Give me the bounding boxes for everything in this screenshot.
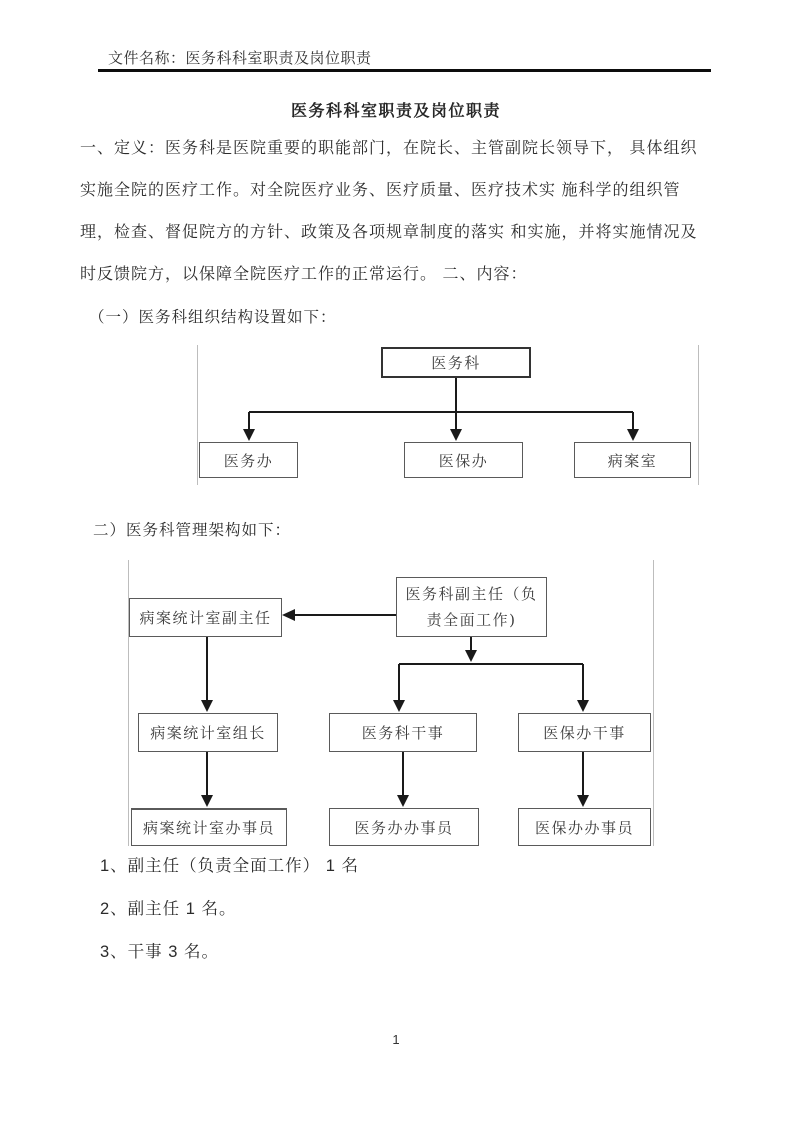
- list-item-ganshi: 3、干事 3 名。: [100, 943, 220, 961]
- down-arrow-icon: [397, 795, 409, 807]
- org2-bottom-box-yibaoban-clerk: 医保办办事员: [518, 808, 651, 846]
- down-arrow-icon: [450, 429, 462, 441]
- org1-root-box: 医务科: [381, 347, 531, 378]
- header-rule: [98, 69, 711, 72]
- org1-child-box-yibaoban: 医保办: [404, 442, 523, 478]
- org1-child-box-binganshi: 病案室: [574, 442, 691, 478]
- paragraph-line: 理，检查、督促院方的方针、政策及各项规章制度的落实 和实施，并将实施情况及: [80, 224, 698, 241]
- org2-mid-box-group-leader: 病案统计室组长: [138, 713, 278, 752]
- org1-child-box-yiwuban: 医务办: [199, 442, 298, 478]
- org-chart-structure: [197, 345, 699, 485]
- page-number: 1: [392, 1032, 400, 1047]
- down-arrow-icon: [393, 700, 405, 712]
- staffing-list: [100, 845, 600, 974]
- definition-paragraph: [80, 128, 728, 296]
- list-item-deputy: 2、副主任 1 名。: [100, 900, 237, 918]
- org2-bottom-box-bingan-clerk: 病案统计室办事员: [131, 808, 287, 846]
- org2-bottom-box-yiwuban-clerk: 医务办办事员: [329, 808, 479, 846]
- org2-top-box-line2: 责全面工作): [426, 611, 517, 629]
- down-arrow-icon: [201, 700, 213, 712]
- list-item-deputy-full: 1、副主任（负责全面工作） 1 名: [100, 857, 360, 875]
- org2-mid-box-yibaoban-ganshi: 医保办干事: [518, 713, 651, 752]
- down-arrow-icon: [627, 429, 639, 441]
- org2-top-box-deputy-director: [396, 577, 547, 637]
- down-arrow-icon: [201, 795, 213, 807]
- paragraph-line: 一、定义：医务科是医院重要的职能部门，在院长、主管副院长领导下， 具体组织: [80, 140, 698, 157]
- paragraph-line: 时反馈院方，以保障全院医疗工作的正常运行。 二、内容：: [80, 266, 528, 283]
- org2-mid-box-yiwuke-ganshi: 医务科干事: [329, 713, 477, 752]
- down-arrow-icon: [577, 795, 589, 807]
- org-chart-management: [128, 560, 654, 846]
- org2-deputy-box: 病案统计室副主任: [129, 598, 282, 637]
- down-arrow-icon: [465, 650, 477, 662]
- page-title: 医务科科室职责及岗位职责: [290, 103, 501, 120]
- section1-heading: （一）医务科组织结构设置如下：: [89, 309, 337, 326]
- down-arrow-icon: [577, 700, 589, 712]
- down-arrow-icon: [243, 429, 255, 441]
- left-arrow-icon: [282, 609, 295, 621]
- org2-top-box-line1: 医务科副主任（负: [405, 585, 538, 603]
- doc-header-label: 文件名称：医务科科室职责及岗位职责: [108, 50, 372, 67]
- section2-heading: 二）医务科管理架构如下：: [93, 522, 292, 539]
- paragraph-line: 实施全院的医疗工作。对全院医疗业务、医疗质量、医疗技术实 施科学的组织管: [80, 182, 681, 199]
